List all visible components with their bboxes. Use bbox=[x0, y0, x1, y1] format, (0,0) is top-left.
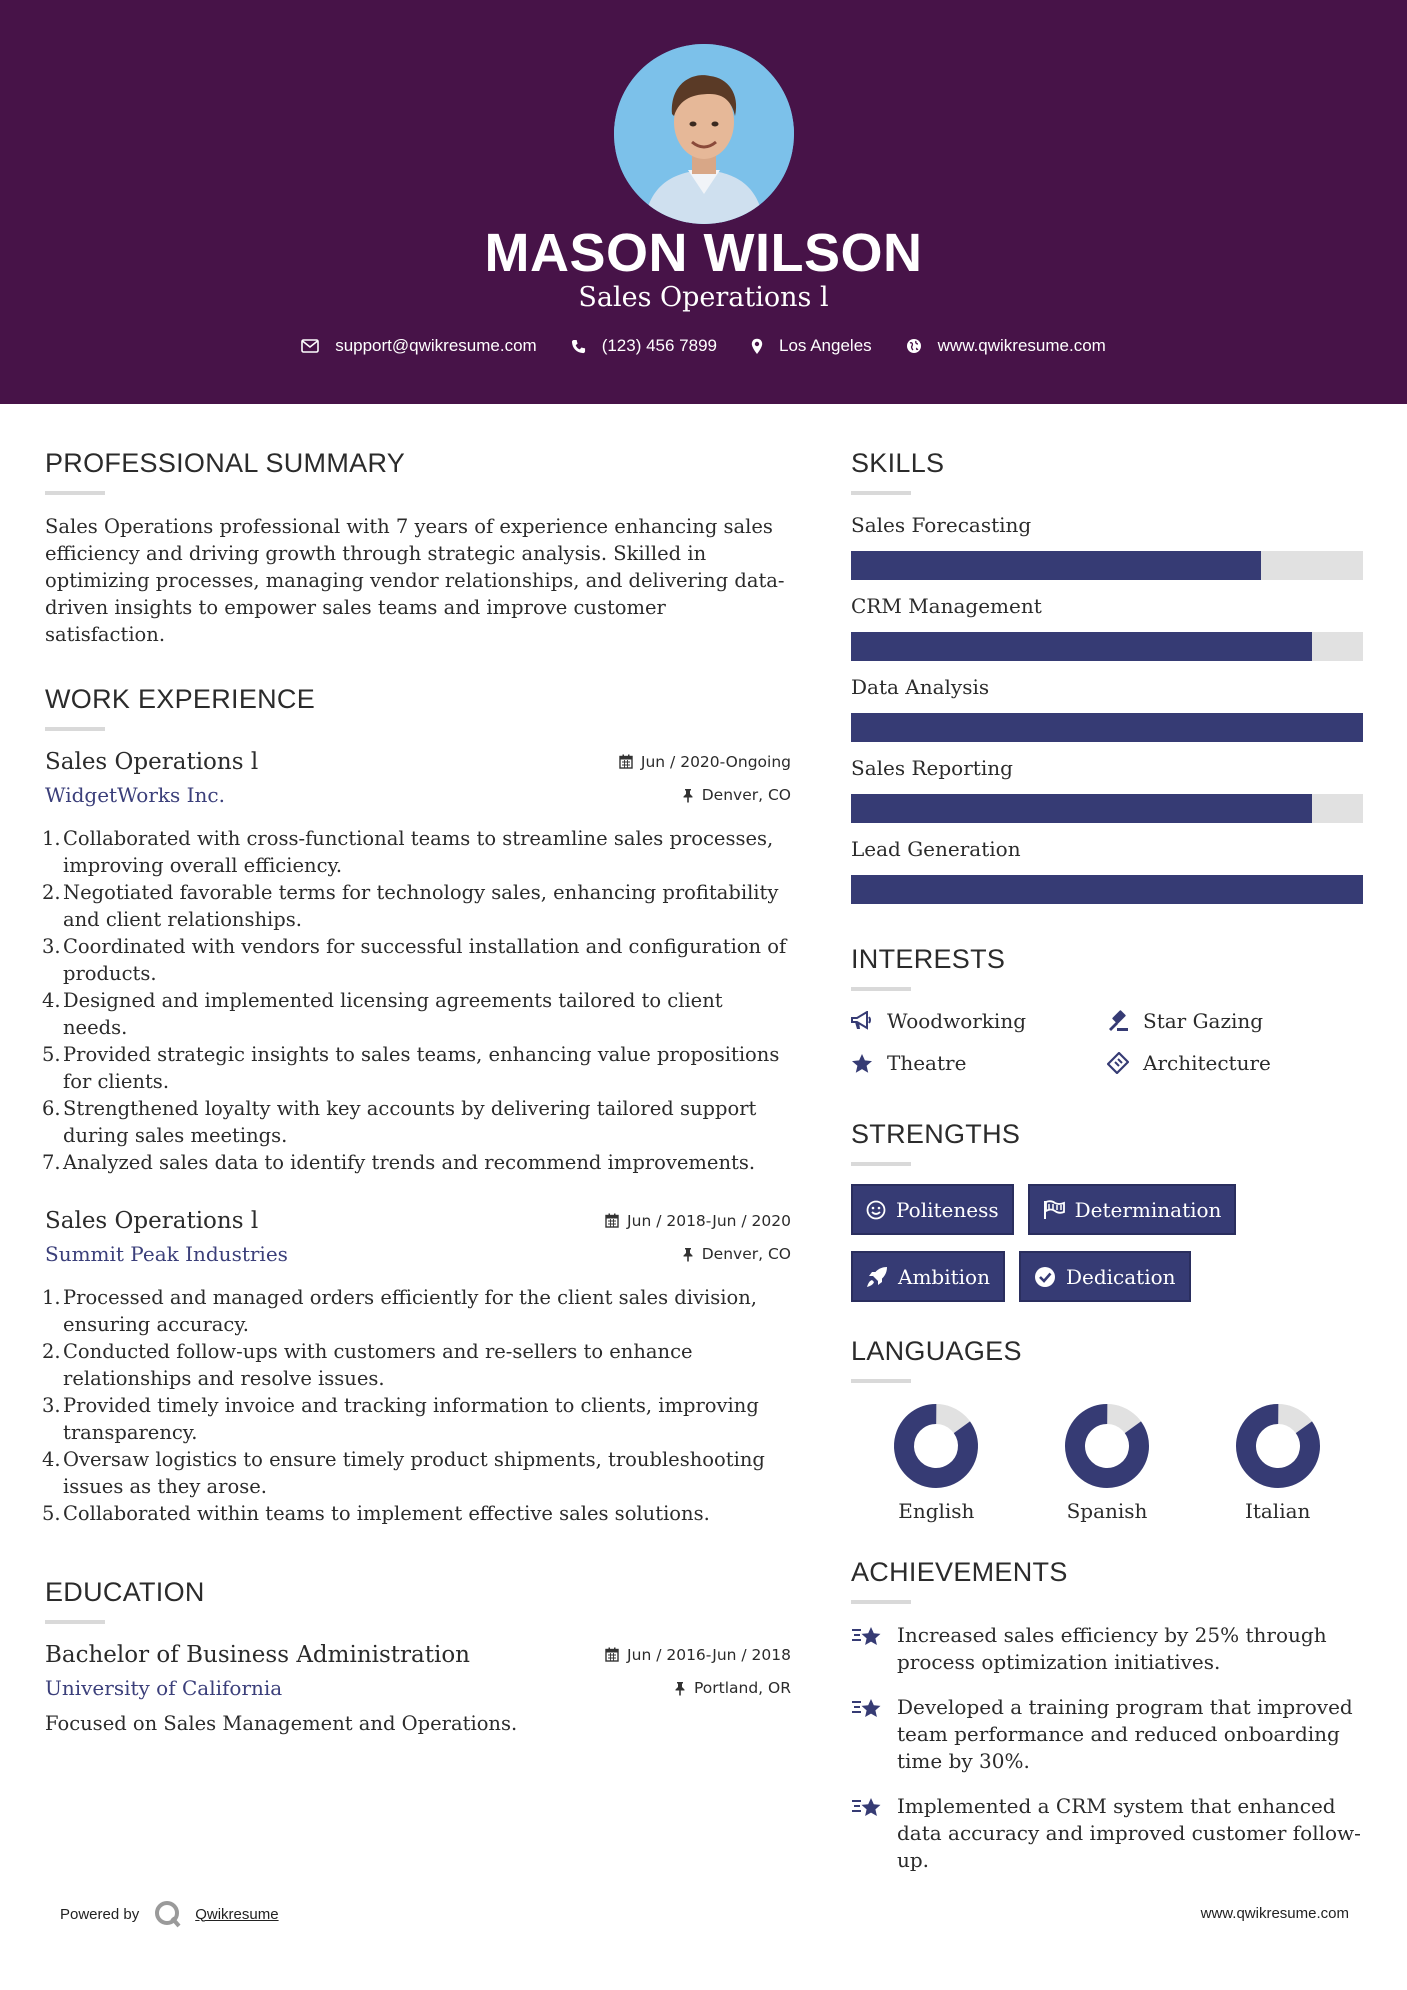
school-name: University of California bbox=[45, 1676, 283, 1700]
right-column bbox=[851, 448, 1363, 1892]
rocket-icon bbox=[866, 1266, 888, 1288]
map-pin-icon bbox=[751, 338, 763, 355]
achievement-text: Implemented a CRM system that enhanced data accuracy and improved customer follow-up. bbox=[897, 1794, 1361, 1872]
skill-bar bbox=[851, 875, 1363, 904]
skills-list bbox=[851, 513, 1363, 904]
interest-label: Architecture bbox=[1143, 1051, 1271, 1075]
ticket-icon bbox=[1107, 1052, 1129, 1074]
section-divider bbox=[851, 1379, 911, 1383]
language-item bbox=[851, 1401, 1022, 1523]
skill-item bbox=[851, 675, 1363, 742]
list-item: 6. Strengthened loyalty with key accounts by delivering tailored support during sales meetings. bbox=[42, 1097, 757, 1147]
check-circle-icon bbox=[1034, 1266, 1056, 1288]
language-item bbox=[1022, 1401, 1193, 1523]
language-donut bbox=[1062, 1401, 1152, 1491]
contact-email[interactable] bbox=[301, 336, 537, 356]
degree-title: Bachelor of Business Administration bbox=[45, 1642, 470, 1668]
calendar-icon bbox=[605, 1213, 619, 1228]
donut-fill bbox=[1233, 1401, 1322, 1490]
website-text: www.qwikresume.com bbox=[937, 336, 1106, 355]
skill-bar bbox=[851, 794, 1363, 823]
envelope-icon bbox=[301, 339, 319, 353]
achievement-item bbox=[851, 1793, 1363, 1874]
interest-item bbox=[851, 1009, 1107, 1033]
job-dates bbox=[619, 753, 791, 771]
location-text: Los Angeles bbox=[779, 336, 872, 355]
powered-by-text: Powered by bbox=[60, 1905, 140, 1923]
job-company: WidgetWorks Inc. bbox=[45, 783, 225, 807]
language-name: Italian bbox=[1244, 1499, 1311, 1523]
interests-list bbox=[851, 1009, 1363, 1075]
email-text: support@qwikresume.com bbox=[335, 336, 537, 355]
interest-item bbox=[1107, 1009, 1363, 1033]
job-location bbox=[682, 786, 791, 804]
achievement-item bbox=[851, 1622, 1363, 1676]
section-divider bbox=[45, 491, 105, 495]
interest-label: Woodworking bbox=[887, 1009, 1027, 1033]
skill-name: Data Analysis bbox=[851, 675, 990, 699]
list-item: 4. Oversaw logistics to ensure timely product shipments, troubleshooting issues as they arose. bbox=[42, 1448, 765, 1498]
language-name: English bbox=[898, 1499, 975, 1523]
skill-item bbox=[851, 837, 1363, 904]
experience-heading: WORK EXPERIENCE bbox=[45, 684, 316, 714]
languages-heading: LANGUAGES bbox=[851, 1336, 1022, 1366]
job-subheader bbox=[45, 1234, 791, 1266]
skill-bar bbox=[851, 632, 1363, 661]
calendar-icon bbox=[619, 754, 633, 769]
shooting-star-icon bbox=[851, 1624, 885, 1650]
job-company: Summit Peak Industries bbox=[45, 1242, 288, 1266]
list-item: 4. Designed and implemented licensing agreements tailored to client needs. bbox=[42, 989, 723, 1039]
strength-label: Dedication bbox=[1065, 1264, 1176, 1289]
phone-icon bbox=[571, 339, 586, 354]
profile-photo bbox=[614, 44, 794, 224]
skill-bar-fill bbox=[851, 632, 1312, 661]
skills-heading: SKILLS bbox=[851, 448, 945, 478]
skill-name: Sales Forecasting bbox=[851, 513, 1032, 537]
list-item: 2. Negotiated favorable terms for technology sales, enhancing profitability and client relationships. bbox=[42, 881, 779, 931]
list-item: 5. Provided strategic insights to sales teams, enhancing value propositions for clients. bbox=[42, 1043, 780, 1093]
achievements-section bbox=[851, 1557, 1363, 1874]
strength-label: Politeness bbox=[896, 1197, 999, 1222]
summary-heading: PROFESSIONAL SUMMARY bbox=[45, 448, 406, 478]
date-range-text: Jun / 2016-Jun / 2018 bbox=[627, 1645, 791, 1664]
phone-text: (123) 456 7899 bbox=[601, 336, 718, 355]
education-subheader bbox=[45, 1668, 791, 1700]
education-section bbox=[45, 1577, 791, 1737]
achievement-text: Increased sales efficiency by 25% through process optimization initiatives. bbox=[897, 1623, 1327, 1674]
job-bullets bbox=[42, 1284, 791, 1527]
date-range-text: Jun / 2020-Ongoing bbox=[640, 752, 791, 771]
skill-item bbox=[851, 756, 1363, 823]
education-entry bbox=[45, 1642, 791, 1737]
interest-item bbox=[1107, 1051, 1363, 1075]
achievements-list bbox=[851, 1622, 1363, 1874]
candidate-name: MASON WILSON bbox=[484, 223, 923, 283]
job-header bbox=[45, 1208, 791, 1234]
language-donut bbox=[1233, 1401, 1323, 1491]
contact-website[interactable] bbox=[906, 336, 1106, 356]
list-item: 3. Provided timely invoice and tracking information to clients, improving transparency. bbox=[42, 1394, 759, 1444]
strength-chip bbox=[1019, 1251, 1191, 1302]
strengths-list bbox=[851, 1184, 1363, 1302]
experience-section bbox=[42, 684, 791, 1527]
star-icon bbox=[851, 1053, 873, 1074]
contact-bar bbox=[0, 336, 1407, 356]
job-header bbox=[45, 749, 791, 775]
education-heading: EDUCATION bbox=[45, 1577, 205, 1607]
skill-bar-fill bbox=[851, 875, 1363, 904]
education-header bbox=[45, 1642, 791, 1668]
list-item: 3. Coordinated with vendors for successful installation and configuration of products. bbox=[42, 935, 787, 985]
donut-fill bbox=[892, 1401, 981, 1490]
interest-label: Star Gazing bbox=[1143, 1009, 1264, 1033]
qwikresume-link[interactable]: Qwikresume bbox=[195, 1905, 279, 1923]
qwikresume-logo-icon bbox=[153, 1899, 183, 1929]
contact-phone[interactable] bbox=[571, 336, 717, 356]
job-bullets bbox=[42, 825, 791, 1176]
location-text: Denver, CO bbox=[701, 786, 791, 804]
achievements-heading: ACHIEVEMENTS bbox=[851, 1557, 1068, 1587]
avatar bbox=[614, 44, 794, 224]
strength-chip bbox=[1028, 1184, 1237, 1235]
skill-name: CRM Management bbox=[851, 594, 1042, 618]
interests-heading: INTERESTS bbox=[851, 944, 1006, 974]
skill-name: Lead Generation bbox=[851, 837, 1021, 861]
skill-bar bbox=[851, 551, 1363, 580]
resume-header bbox=[0, 0, 1407, 404]
donut-fill bbox=[1062, 1401, 1151, 1490]
candidate-title: Sales Operations l bbox=[578, 282, 829, 313]
achievement-item bbox=[851, 1694, 1363, 1775]
section-divider bbox=[45, 727, 105, 731]
footer-website[interactable]: www.qwikresume.com bbox=[1200, 1905, 1349, 1922]
flag-icon bbox=[1043, 1200, 1065, 1220]
job-subheader bbox=[45, 775, 791, 807]
language-name: Spanish bbox=[1066, 1499, 1148, 1523]
interest-item bbox=[851, 1051, 1107, 1075]
date-range-text: Jun / 2018-Jun / 2020 bbox=[627, 1211, 791, 1230]
summary-text: Sales Operations professional with 7 years of experience enhancing sales efficiency and driving growth through strategic analysis. Skilled in optimizing processes, managing vendor relationships, and delivering data-driven insights to empower sales teams and improve customer satisfaction. bbox=[45, 515, 785, 646]
shooting-star-icon bbox=[851, 1795, 885, 1821]
language-donut bbox=[891, 1401, 981, 1491]
section-divider bbox=[851, 491, 911, 495]
pushpin-icon bbox=[674, 1681, 686, 1696]
location-text: Portland, OR bbox=[693, 1679, 791, 1697]
skill-bar-fill bbox=[851, 713, 1363, 742]
summary-section bbox=[45, 448, 791, 648]
languages-section bbox=[851, 1336, 1363, 1523]
list-item: 5. Collaborated within teams to implement effective sales solutions. bbox=[42, 1502, 710, 1525]
strengths-section bbox=[851, 1119, 1363, 1302]
skills-section bbox=[851, 448, 1363, 904]
strengths-heading: STRENGTHS bbox=[851, 1119, 1021, 1149]
section-divider bbox=[45, 1620, 105, 1624]
job-dates bbox=[605, 1212, 791, 1230]
education-note: Focused on Sales Management and Operations. bbox=[45, 1712, 518, 1735]
contact-location bbox=[751, 336, 872, 356]
skill-name: Sales Reporting bbox=[851, 756, 1013, 780]
pushpin-icon bbox=[682, 788, 694, 803]
skill-item bbox=[851, 513, 1363, 580]
interest-label: Theatre bbox=[887, 1051, 967, 1075]
strength-label: Determination bbox=[1074, 1197, 1222, 1222]
list-item: 2. Conducted follow-ups with customers and re-sellers to enhance relationships and resolve issues. bbox=[42, 1340, 693, 1390]
education-dates bbox=[605, 1646, 791, 1664]
skill-bar-fill bbox=[851, 551, 1261, 580]
list-item: 1. Processed and managed orders efficiently for the client sales division, ensuring accuracy. bbox=[42, 1286, 758, 1336]
gavel-icon bbox=[1107, 1010, 1129, 1032]
job-title: Sales Operations l bbox=[45, 1208, 259, 1234]
shooting-star-icon bbox=[851, 1696, 885, 1722]
left-column bbox=[42, 448, 791, 1737]
globe-icon bbox=[906, 338, 922, 354]
job-entry bbox=[42, 1208, 791, 1527]
footer-branding bbox=[60, 1899, 279, 1929]
skill-item bbox=[851, 594, 1363, 661]
job-location bbox=[682, 1245, 791, 1263]
skill-bar-fill bbox=[851, 794, 1312, 823]
bullhorn-icon bbox=[851, 1011, 873, 1031]
job-title: Sales Operations l bbox=[45, 749, 259, 775]
section-divider bbox=[851, 1162, 911, 1166]
strength-chip bbox=[851, 1251, 1005, 1302]
languages-list bbox=[851, 1401, 1363, 1523]
interests-section bbox=[851, 944, 1363, 1075]
achievement-text: Developed a training program that improved team performance and reduced onboarding time by 30%. bbox=[897, 1695, 1353, 1773]
list-item: 7. Analyzed sales data to identify trends and recommend improvements. bbox=[42, 1151, 756, 1174]
education-location bbox=[674, 1679, 791, 1697]
language-item bbox=[1192, 1401, 1363, 1523]
section-divider bbox=[851, 1600, 911, 1604]
section-divider bbox=[851, 987, 911, 991]
calendar-icon bbox=[605, 1647, 619, 1662]
location-text: Denver, CO bbox=[701, 1245, 791, 1263]
strength-label: Ambition bbox=[898, 1264, 990, 1289]
strength-chip bbox=[851, 1184, 1014, 1235]
pushpin-icon bbox=[682, 1247, 694, 1262]
list-item: 1. Collaborated with cross-functional teams to streamline sales processes, improving overall efficiency. bbox=[42, 827, 774, 877]
skill-bar bbox=[851, 713, 1363, 742]
job-entry bbox=[42, 749, 791, 1176]
smile-icon bbox=[866, 1200, 886, 1220]
